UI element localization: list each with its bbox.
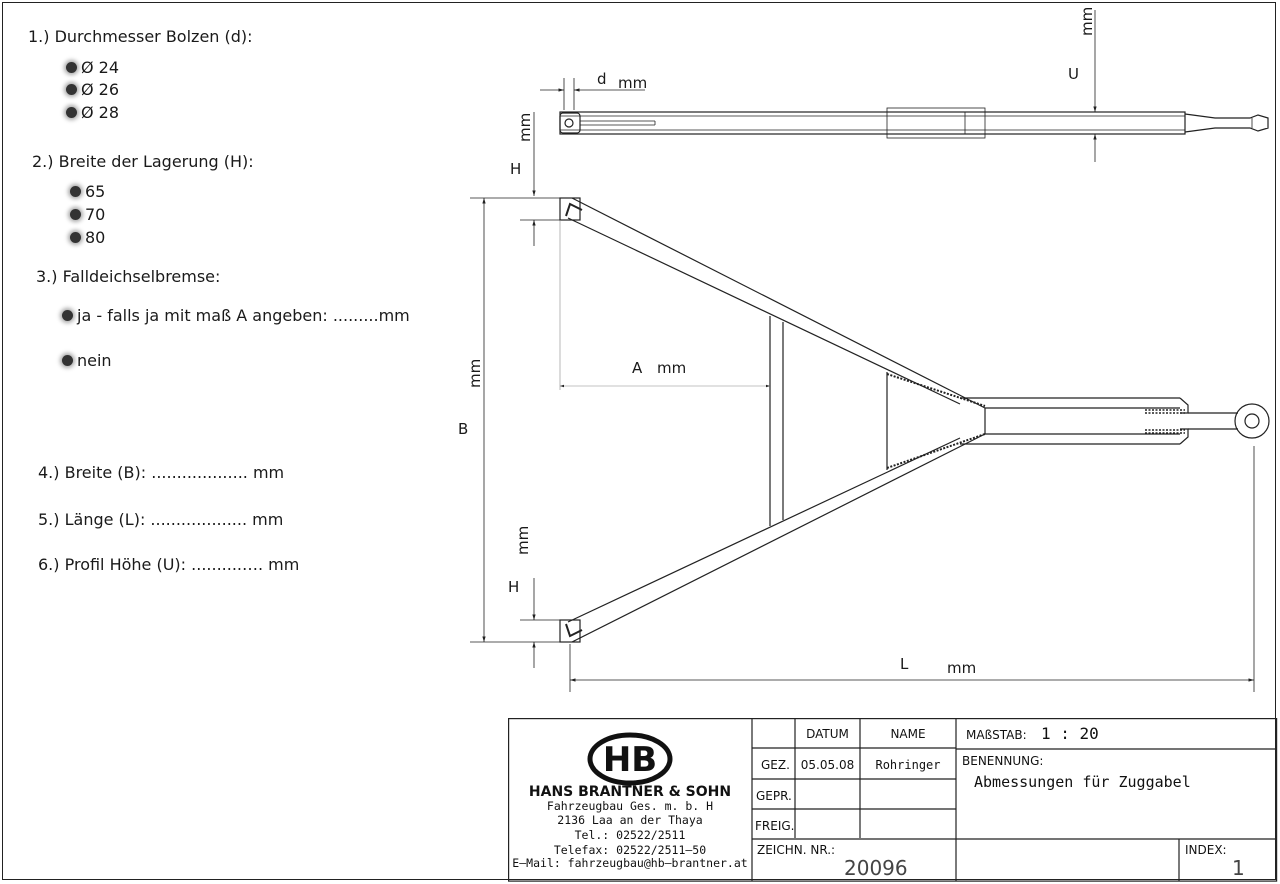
title-block xyxy=(508,718,1278,882)
svg-text:HB: HB xyxy=(602,740,658,780)
label-h-bottom: H xyxy=(508,578,520,596)
row-gez: GEZ. xyxy=(761,758,790,772)
question-brake: 3.) Falldeichselbremse: xyxy=(36,267,221,286)
label-a: A xyxy=(632,359,643,377)
option-brake-no[interactable]: nein xyxy=(62,351,112,370)
option-brake-yes[interactable]: ja - falls ja mit maß A angeben: .........mm xyxy=(62,306,410,325)
company-name: HANS BRANTNER & SOHN xyxy=(528,784,732,800)
company-email[interactable]: E—Mail: fahrzeugbau@hb—brantner.at xyxy=(512,856,748,870)
label-d: d xyxy=(597,70,607,88)
label-b: B xyxy=(458,420,469,438)
row-freig: FREIG. xyxy=(755,819,795,833)
question-bolt-diameter: 1.) Durchmesser Bolzen (d): xyxy=(28,27,253,46)
label-l: L xyxy=(900,655,909,673)
plan-view xyxy=(470,198,1269,692)
drawing-number-value: 20096 xyxy=(844,856,908,880)
label-h-bottom-unit: mm xyxy=(514,525,532,555)
designation-value: Abmessungen für Zuggabel xyxy=(974,773,1191,791)
hb-logo xyxy=(590,735,670,783)
option-bolt-26[interactable]: Ø 26 xyxy=(66,80,119,99)
question-bearing-width: 2.) Breite der Lagerung (H): xyxy=(32,152,254,171)
label-top-unit: mm xyxy=(516,112,534,142)
index-label: INDEX: xyxy=(1185,843,1227,857)
index-value: 1 xyxy=(1232,856,1245,880)
question-length-l[interactable]: 5.) Länge (L): ................... mm xyxy=(38,510,284,529)
option-bolt-28[interactable]: Ø 28 xyxy=(66,103,119,122)
label-u: U xyxy=(1068,65,1079,83)
gez-name: Rohringer xyxy=(875,758,941,772)
scale-label: MAßSTAB: xyxy=(966,728,1027,742)
label-l-unit: mm xyxy=(947,659,977,677)
scale-value: 1 : 20 xyxy=(1041,724,1099,743)
option-width-80[interactable]: 80 xyxy=(70,228,105,247)
row-gepr: GEPR. xyxy=(756,789,792,803)
side-view xyxy=(534,10,1268,196)
header-name: NAME xyxy=(890,727,926,741)
company-fax: Telefax: 02522/2511—50 xyxy=(553,843,707,857)
company-address: 2136 Laa an der Thaya xyxy=(557,813,703,827)
header-datum: DATUM xyxy=(806,727,849,741)
question-width-b[interactable]: 4.) Breite (B): ................... mm xyxy=(38,463,285,482)
label-h-top: H xyxy=(510,160,522,178)
drawing-number-label: ZEICHN. NR.: xyxy=(757,843,836,857)
label-a-unit: mm xyxy=(657,359,687,377)
gez-datum: 05.05.08 xyxy=(800,758,855,772)
label-u-unit: mm xyxy=(1078,6,1096,36)
option-width-65[interactable]: 65 xyxy=(70,182,105,201)
question-profile-height-u[interactable]: 6.) Profil Höhe (U): ..........…. mm xyxy=(38,555,300,574)
label-b-unit: mm xyxy=(466,358,484,388)
company-tel: Tel.: 02522/2511 xyxy=(574,828,686,842)
label-d-unit: mm xyxy=(618,74,648,92)
option-width-70[interactable]: 70 xyxy=(70,205,105,224)
company-line1: Fahrzeugbau Ges. m. b. H xyxy=(546,799,714,813)
option-bolt-24[interactable]: Ø 24 xyxy=(66,58,119,77)
designation-label: BENENNUNG: xyxy=(962,754,1044,768)
